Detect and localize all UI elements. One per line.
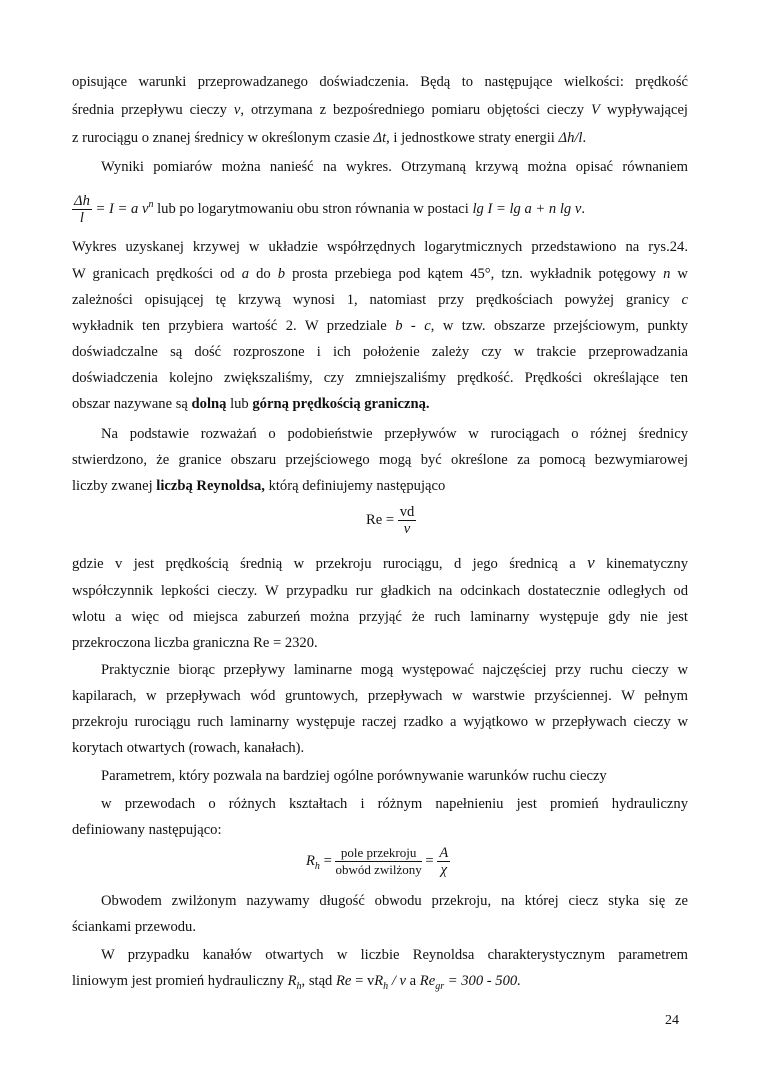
fraction-a-chi: $\frac{A}{\chi}$ (439, 845, 449, 878)
text-line: Parametrem, który pozwala na bardziej ogólne porównywanie warunków ruchu cieczy (101, 768, 607, 784)
text-line: przekroczona liczba graniczna Re = 2320. (72, 635, 318, 651)
text-line: doświadczalne są dość rozproszone i ich położenie zależy czy w trakcie przeprowadzania (72, 344, 688, 360)
fraction-pole-obwod: $\frac{\text{pole przekroju}}{\text{obwód zwilżony}}$ (335, 845, 422, 877)
page-number: 24 (665, 1013, 679, 1028)
text-line: przekroju rurociągu ruch laminarny występuje raczej rzadko a wyjątkowo w przepływach cieczy w (72, 714, 688, 730)
text-line: wlotu a więc od miejsca zaburzeń można przyjąć że ruch laminarny występuje gdy nie jest (72, 609, 688, 625)
text-line: kapilarach, w przepływach wód gruntowych, przepływach w warstwie przyściennej. W pełnym (72, 688, 688, 704)
text-line: w przewodach o różnych kształtach i różnym napełnieniu jest promień hydrauliczny (101, 796, 688, 812)
text-line: obszar nazywane są dolną lub górną prędkością graniczną. (72, 396, 430, 412)
reynolds-equation: Re = $\frac{vd}{\nu}$ (366, 504, 415, 537)
text-line: definiowany następująco: (72, 822, 222, 838)
text-line: Wyniki pomiarów można nanieść na wykres. Otrzymaną krzywą można opisać równaniem (101, 159, 688, 175)
text-line: średnia przepływu cieczy v, otrzymana z bezpośredniego pomiaru objętości cieczy V wypływającej (72, 102, 688, 118)
text-line: liczby zwanej liczbą Reynoldsa, którą definiujemy następująco (72, 478, 446, 494)
text-line: liniowym jest promień hydrauliczny $R_h$, stąd $Re = vR_h / \nu$ a $Re_{gr} = 300 - 500$. (72, 973, 521, 992)
text-line: W przypadku kanałów otwartych w liczbie Reynoldsa charakterystycznym parametrem (101, 947, 688, 963)
text-line: W granicach prędkości od a do b prosta przebiega pod kątem 45°, tzn. wykładnik potęgowy n w (72, 266, 688, 282)
text-line: stwierdzono, że granice obszaru przejściowego mogą być określone za pomocą bezwymiarowej (72, 452, 688, 468)
text-line: Obwodem zwilżonym nazywamy długość obwodu przekroju, na której ciecz styka się ze (101, 893, 688, 909)
text-line: współczynnik lepkości cieczy. W przypadku rur gładkich na odcinkach dostatecznie odległych od (72, 583, 688, 599)
text-line: wykładnik ten przybiera wartość 2. W przedziale b - c, w tzw. obszarze przejściowym, punkty (72, 318, 688, 334)
text-line: gdzie v jest prędkością średnią w przekroju rurociągu, d jego średnicą a ν kinematyczny (72, 553, 688, 572)
text-line: korytach otwartych (rowach, kanałach). (72, 740, 305, 756)
text-line: zależności opisującej tę krzywą wynosi 1, natomiast przy prędkościach powyżej granicy c (72, 292, 688, 308)
fraction-dh-l: $\frac{\Delta h}{l}$ (74, 193, 90, 226)
text-line: ściankami przewodu. (72, 919, 197, 935)
equation-line: $\frac{\Delta h}{l}$ = I = a $v^n$ lub po logarytmowaniu obu stron równania w postaci lg I = lg a + n lg v. (74, 193, 585, 226)
text-line: Praktycznie biorąc przepływy laminarne mogą występować najczęściej przy ruchu cieczy w (101, 662, 688, 678)
text-line: doświadczenia kolejno zwiększaliśmy, czy zmniejszaliśmy prędkość. Prędkości określające ten (72, 370, 688, 386)
hydraulic-radius-equation: $R_h$ = $\frac{\text{pole przekroju}}{\text{obwód zwilżony}}$ = $\frac{A}{\chi}$ (306, 845, 449, 878)
text-line: Wykres uzyskanej krzywej w układzie współrzędnych logarytmicznych przedstawiono na rys.24. (72, 239, 688, 255)
fraction-vd-nu: $\frac{vd}{\nu}$ (399, 504, 415, 537)
text-line: z rurociągu o znanej średnicy w określonym czasie Δt, i jednostkowe straty energii Δh/l. (72, 130, 587, 146)
text-line: opisujące warunki przeprowadzanego doświadczenia. Będą to następujące wielkości: prędkość (72, 74, 688, 90)
text-line: Na podstawie rozważań o podobieństwie przepływów w rurociągach o różnej średnicy (101, 426, 688, 442)
